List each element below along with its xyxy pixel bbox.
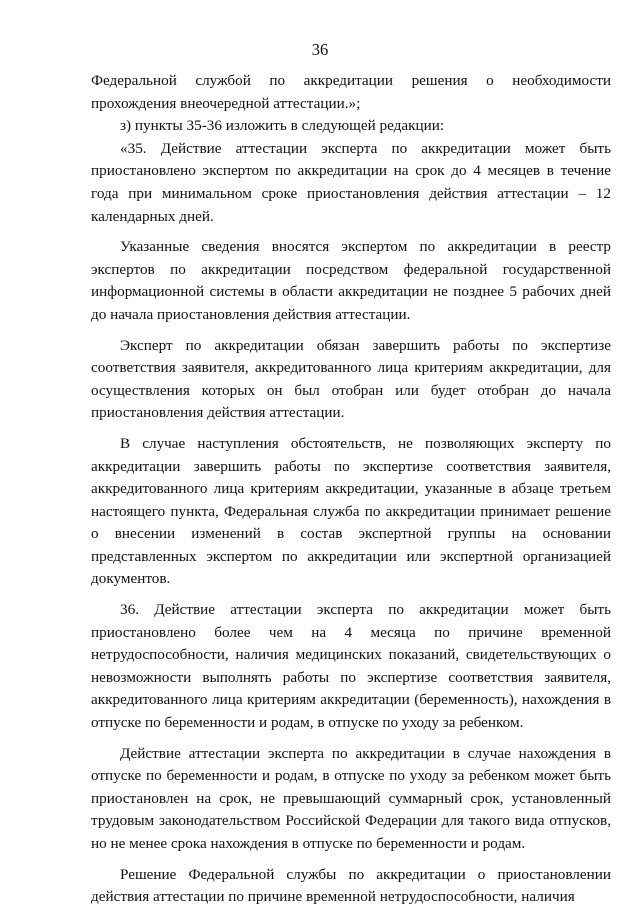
paragraph-clause-36-decision: Решение Федеральной службы по аккредитации о приостановлении действия аттестации по причине временной нетрудоспособности, наличия	[91, 865, 611, 906]
document-body	[91, 70, 611, 909]
paragraph-continued: Федеральной службой по аккредитации решения о необходимости прохождения внеочередной аттестации.»;	[91, 72, 611, 112]
paragraph-clause-36: 36. Действие аттестации эксперта по аккредитации может быть приостановлено более чем на 4 месяца по причине временной нетрудоспособности, наличия медицинских показаний, свидетельствующих о невозможности выполнять работы по экспертизе соответствия заявителя, аккредитованного лица критериям аккредитации (беременность), нахождения в отпуске по беременности и родам, в отпуске по уходу за ребенком.	[91, 601, 611, 732]
paragraph-clause-35-obligation: Эксперт по аккредитации обязан завершить работы по экспертизе соответствия заявителя, аккредитованного лица критериям аккредитации, для осуществления которых он был отобран или будет отобран до начала приостановления действия аттестации.	[91, 336, 611, 422]
paragraph-amendment-header: з) пункты 35-36 изложить в следующей редакции:	[120, 117, 445, 135]
paragraph-clause-35: «35. Действие аттестации эксперта по аккредитации может быть приостановлено экспертом по аккредитации на срок до 4 месяцев в течение года при минимальном сроке приостановления действия аттестации – 12 календарных дней.	[91, 139, 611, 225]
paragraph-clause-35-circumstances: В случае наступления обстоятельств, не позволяющих эксперту по аккредитации завершить работы по экспертизе соответствия заявителя, аккредитованного лица критериям аккредитации, указанные в абзаце третьем настоящего пункта, Федеральная служба по аккредитации принимает решение о внесении изменений в состав экспертной группы на основании представленных экспертом по аккредитации или экспертной организацией документов.	[91, 434, 611, 588]
page-number: 36	[311, 40, 329, 59]
paragraph-clause-35-registry: Указанные сведения вносятся экспертом по аккредитации в реестр экспертов по аккредитации посредством федеральной государственной информационной системы в области аккредитации не позднее 5 рабочих дней до начала приостановления действия аттестации.	[91, 238, 611, 323]
paragraph-clause-36-leave: Действие аттестации эксперта по аккредитации в случае нахождения в отпуске по беременности и родам, в отпуске по уходу за ребенком может быть приостановлен на срок, не превышающий суммарный срок, установленный трудовым законодательством Российской Федерации для такого вида отпусков, но не менее срока нахождения в отпуске по беременности и родам.	[91, 744, 611, 852]
